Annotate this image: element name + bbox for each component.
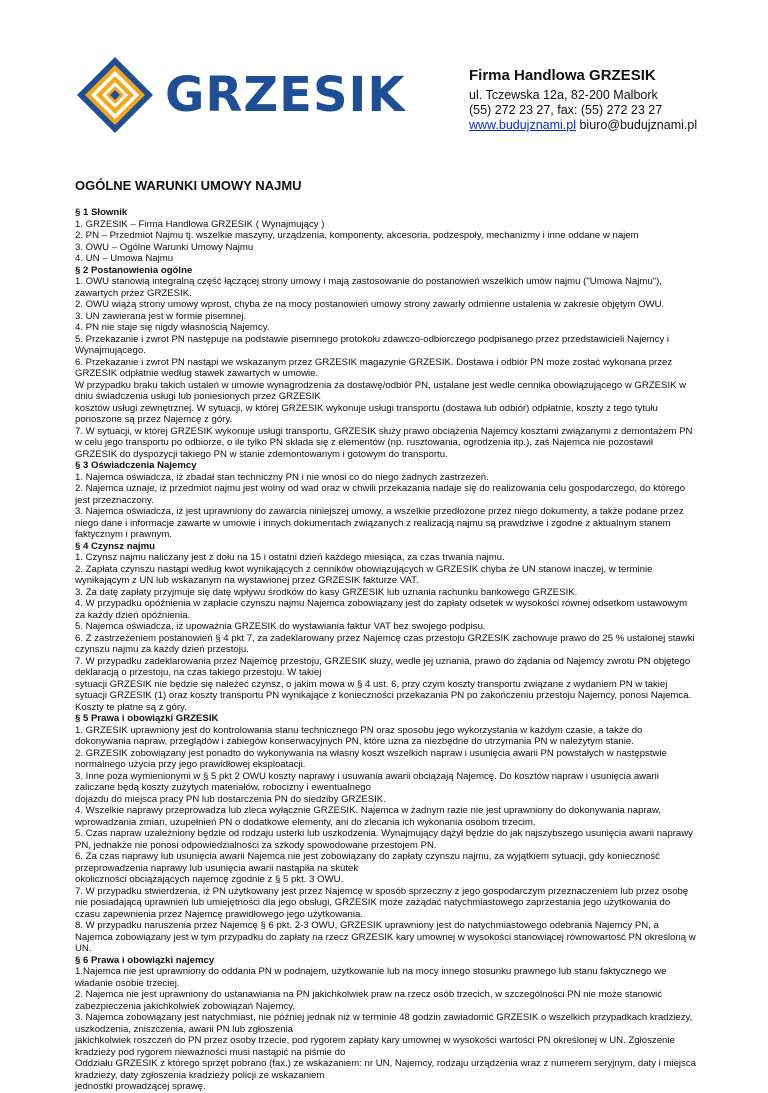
paragraph: W przypadku braku takich ustaleń w umowie wynagrodzenia za dostawę/odbiór PN, ustalane jest wedle cennika obowiązującego w GRZESIK w dniu świadczenia usługi lub poniesionych przez GRZESIK: [75, 379, 687, 402]
paragraph: jednostki prowadzącej sprawę.: [75, 1081, 206, 1092]
paragraph: Oddziału GRZESIK z którego sprzęt pobrano (fax.) ze wskazaniem: nr UN, Najemcy, rodzaju urządzenia wraz z numerem seryjnym, daty i miejsca kradzieży, daty zgłoszenia kradzieży policji ze wskazaniem: [75, 1058, 696, 1081]
paragraph: 5. Najemca oświadcza, iż upoważnia GRZESIK do wystawiania faktur VAT bez swojego podpisu.: [75, 621, 486, 632]
paragraph: 6. Przekazanie i zwrot PN nastąpi we wskazanym przez GRZESIK magazynie GRZESIK. Dostawa i odbiór PN może zostać wykonana przez GRZESIK odpłatnie według stawek zawartych w umowie.: [75, 356, 673, 379]
logo-wordmark: GRZESIK: [165, 67, 406, 123]
paragraph: 7. W przypadku stwierdzenia, iż PN użytkowany jest przez Najemcę w sposób sprzeczny z jego gospodarczym przeznaczeniem lub przez osobę nie posiadającą uprawnień lub umiejętności dla jego obsługi, GRZESIK może zażądać natychmiastowego zaprzestania jego użytkowania do czasu zapewnienia przez Najemcę prawidłowego jego użytkowania.: [75, 885, 689, 920]
paragraph: dojazdu do miejsca pracy PN lub dostarczenia PN do siedziby GRZESIK.: [75, 793, 386, 805]
paragraph: 1. Najemca oświadcza, iż zbadał stan techniczny PN i nie wnosi co do niego żadnych zastrzeżeń.: [75, 471, 489, 483]
paragraph: 3. Najemca zobowiązany jest natychmiast, nie później jednak niż w terminie 48 godzin zawiadomić GRZESIK o wszelkich przypadkach kradzieży, uszkodzenia, zniszczenia, awarii PN lub zgłoszenia: [75, 1012, 693, 1035]
paragraph: 1. OWU stanowią integralną część łączącej strony umowy i mają zastosowanie do postanowień wszelkich umów najmu ("Umowa Najmu"), zawartych przez GRZESIK.: [75, 276, 662, 299]
section-heading: § 2 Postanowienia ogólne: [75, 264, 193, 276]
paragraph: 2. OWU wiążą strony umowy wprost, chyba że na mocy postanowień umowy strony zawarły odmienne ustalenia w zakresie objętym OWU.: [75, 299, 665, 310]
section-heading: § 6 Prawa i obowiązki najemcy: [75, 954, 215, 966]
company-info: [469, 67, 729, 133]
paragraph: 5. Czas napraw uzależniony będzie od rodzaju usterki lub uszkodzenia. Wynajmujący dążył będzie do jak najszybszego usunięcia awarii naprawy PN, jednakże nie ponosi odpowiedzialności za szkody spowodowane przestojem PN.: [75, 828, 693, 851]
paragraph: 4. Wszelkie naprawy przeprowadza lub zleca wyłącznie GRZESIK. Najemca w żadnym razie nie jest uprawniony do dokonywania napraw, wprowadzania zmian, uzupełnień PN o dodatkowe elementy, ani do zlecania ich wykonania osobom trzecim.: [75, 805, 662, 828]
paragraph: 7. W przypadku zadeklarowania przez Najemcę przestoju, GRZESIK służy, wedle jej uznania, prawo do żądania od Najemcy zwrotu PN objętego deklaracją o przestoju, na czas takiego przestoju. W takiej: [75, 655, 691, 678]
paragraph: okoliczności obciążających najemcę zgodnie z § 5 pkt. 3 OWU.: [75, 874, 344, 885]
company-phones: (55) 272 23 27, fax: (55) 272 23 27: [469, 103, 663, 117]
paragraph: sytuacji GRZESIK nie będzie się należeć czynsz, o jakim mowa w § 4 ust. 6, przy czym koszty transportu związane z wydaniem PN w takiej sytuacji GRZESIK (1) oraz koszty transportu PN wynikające z konieczności przekazania PN po zakończeniu przestoju Najemcy, ponosi Najemca. Koszty te płatne są z góry.: [75, 678, 692, 713]
paragraph: 1.Najemca nie jest uprawniony do oddania PN w podnajem, użytkowanie lub na mocy innego stosunku prawnego lub stanu faktycznego we władanie osobie trzeciej.: [75, 966, 667, 989]
paragraph: kosztów usługi zewnętrznej. W sytuacji, w której GRZESIK wykonuje usługi transportu (dostawa lub odbiór) odpłatnie, koszty z tego tytułu ponoszone są przez Najemcę z góry.: [75, 402, 658, 425]
paragraph: 4. W przypadku opóźnienia w zapłacie czynszu najmu Najemca zobowiązany jest do zapłaty odsetek w wysokości równej odsetkom ustawowym za każdy dzień opóźnienia.: [75, 598, 688, 621]
paragraph: 3. UN zawierana jest w formie pisemnej.: [75, 310, 247, 322]
document-body: [75, 207, 697, 1093]
paragraph: 6. Z zastrzeżeniem postanowień § 4 pkt 7, za zadeklarowany przez Najemcę czas przestoju GRZESIK zachowuje prawo do 25 % ustalonej stawki czynszu najmu za każdy dzień przestoju.: [75, 632, 695, 655]
paragraph: jakichkolwiek roszczeń do PN przez osoby trzecie, pod rygorem zapłaty kary umownej w wysokości wartości PN określonej w UN. Zgłoszenie kradzieży pod rygorem nieważności musi nastąpić na piśmie do: [75, 1035, 675, 1058]
company-name: Firma Handlowa GRZESIK: [469, 67, 656, 84]
email-text: biuro@budujznami.pl: [579, 118, 698, 132]
section-heading: § 3 Oświadczenia Najemcy: [75, 460, 197, 471]
company-contact: [469, 118, 729, 133]
paragraph: 3. Za datę zapłaty przyjmuje się datę wpływu środków do kasy GRZESIK lub uznania rachunku bankowego GRZESIK.: [75, 586, 578, 598]
paragraph: 4. UN – Umowa Najmu: [75, 253, 174, 264]
paragraph: 2. GRZESIK zobowiązany jest ponadto do wykonywania na własny koszt wszelkich napraw i usunięcia awarii PN powstałych w następstwie normalnego użycia przy jego prawidłowej eksploatacji.: [75, 747, 667, 770]
section-heading: § 1 Słownik: [75, 207, 128, 218]
paragraph: 2. Najemca nie jest uprawniony do ustanawiania na PN jakichkolwiek praw na rzecz osób trzecich, w szczególności PN nie może stanowić zabezpieczenia jakichkolwiek zobowiązań Najemcy.: [75, 989, 663, 1012]
section-heading: § 5 Prawa i obowiązki GRZESIK: [75, 713, 219, 724]
paragraph: 3. Inne poza wymienionymi w § 5 pkt 2 OWU koszty naprawy i usuwania awarii obciążają Najemcę. Do kosztów napraw i usunięcia awarii zaliczane będą koszty zużytych materiałów, robocizny i ewentualnego: [75, 770, 659, 793]
website-link[interactable]: www.budujznami.pl: [469, 118, 576, 132]
paragraph: 1. GRZESIK – Firma Handlowa GRZESIK ( Wynajmujący ): [75, 218, 325, 230]
paragraph: 1. GRZESIK uprawniony jest do kontrolowania stanu technicznego PN oraz sposobu jego wykorzystania w każdym czasie, a także do dokonywania napraw, przeglądów i zabiegów konserwacyjnych PN, które uzna za niezbędne do utrzymania PN w należytym stanie.: [75, 724, 643, 747]
paragraph: 5. Przekazanie i zwrot PN następuje na podstawie pisemnego protokołu zdawczo-odbiorczego podpisanego przez przedstawicieli Najemcy i Wynajmującego.: [75, 333, 670, 356]
paragraph: 1. Czynsz najmu naliczany jest z dołu na 15 i ostatni dzień każdego miesiąca, za czas trwania najmu.: [75, 552, 505, 563]
document-title: OGÓLNE WARUNKI UMOWY NAJMU: [75, 178, 302, 193]
paragraph: 2. PN – Przedmiot Najmu tj. wszelkie maszyny, urządzenia, komponenty, akcesoria, podzespoły, mechanizmy i inne oddane w najem: [75, 230, 639, 241]
company-address: ul. Tczewska 12a, 82-200 Malbork: [469, 88, 658, 102]
section-heading: § 4 Czynsz najmu: [75, 540, 155, 552]
paragraph: 7. W sytuacji, w której GRZESIK wykonuje usługi transportu, GRZESIK służy prawo obciążenia Najemcy kosztami związanymi z demontażem PN w celu jego transportu po odbiorze, o ile tylko PN składa się z elementów (np. rusztowania, ogrodzenia itp.), zaś Najemca nie pozostawił GRZESIK do dyspozycji takiego PN w stanie zdemontowanym i gotowym do transportu.: [75, 425, 693, 460]
grzesik-logo-icon: [75, 55, 155, 135]
paragraph: 6. Za czas naprawy lub usunięcia awarii Najemca nie jest zobowiązany do zapłaty czynszu najmu, za wyjątkiem sytuacji, gdy konieczność przeprowadzenia naprawy lub usunięcia awarii nastąpiła na skutek: [75, 851, 660, 874]
paragraph: 2. Zapłata czynszu nastąpi według kwot wynikających z cenników obowiązujących w GRZESIK chyba że UN stanowi inaczej, w terminie wynikającym z UN lub wskazanym na wystawionej przez GRZESIK fakturze VAT.: [75, 563, 653, 586]
paragraph: 4. PN nie staje się nigdy własnością Najemcy.: [75, 322, 270, 333]
paragraph: 3. Najemca oświadcza, iż jest uprawniony do zawarcia niniejszej umowy, a wszelkie przedłożone przez niego dokumenty, a także podane przez niego dane i informacje zawarte w umowie i innych dokumentach związanych z realizacją najmu są prawdziwe i zgodne z aktualnym stanem faktycznym i prawnym.: [75, 506, 684, 540]
paragraph: 2. Najemca uznaje, iż przedmiot najmu jest wolny od wad oraz w chwili przekazania nadaje się do realizowania celu gospodarczego, do którego jest przeznaczony.: [75, 483, 686, 506]
paragraph: 8. W przypadku naruszenia przez Najemcę § 6 pkt. 2-3 OWU, GRZESIK uprawniony jest do natychmiastowego odebrania Najemcy PN, a Najemca zobowiązany jest w tym przypadku do zapłaty na rzecz GRZESIK kary umownej w wysokości stanowiącej równowartość PN określoną w UN.: [75, 920, 696, 954]
paragraph: 3. OWU – Ogólne Warunki Umowy Najmu: [75, 241, 254, 253]
